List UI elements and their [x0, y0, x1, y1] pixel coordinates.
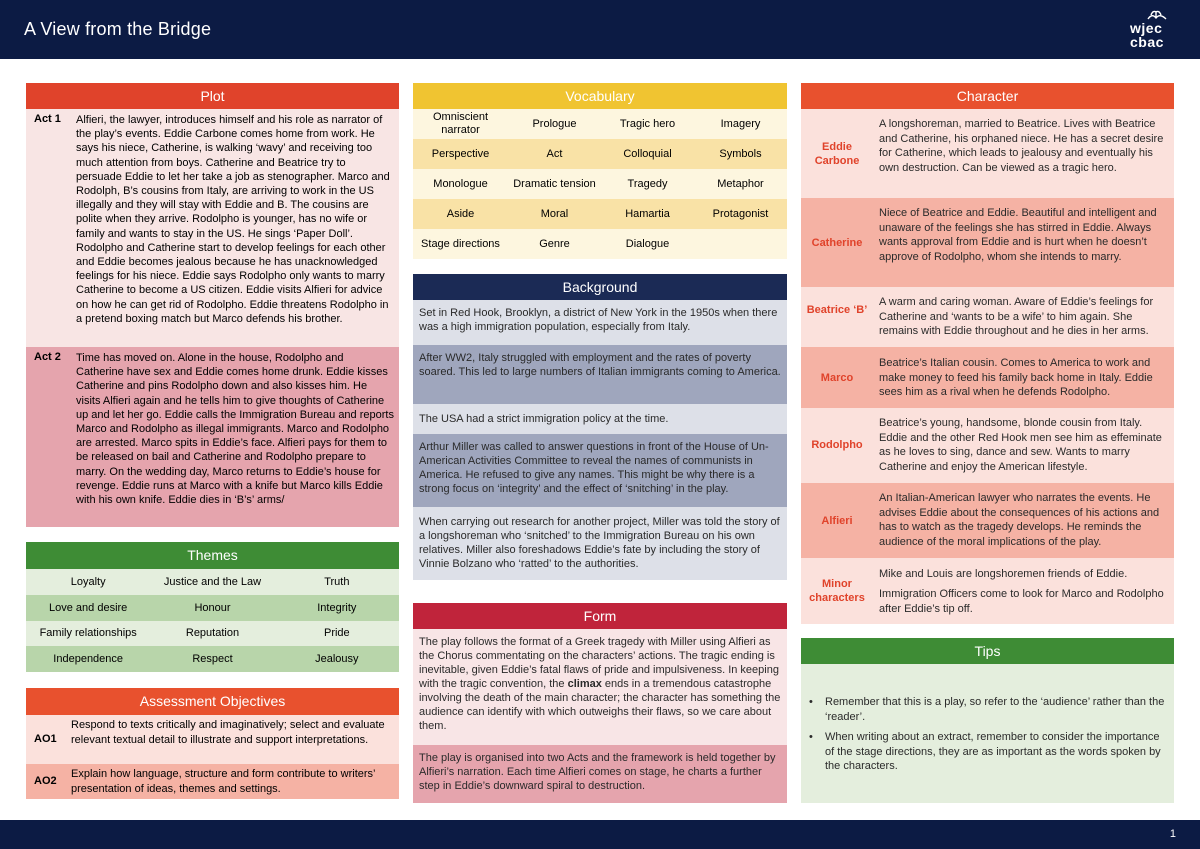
- vocab-item: [694, 229, 787, 259]
- tips-heading: Tips: [801, 638, 1174, 664]
- vocab-item: Metaphor: [694, 169, 787, 199]
- vocab-item: Omniscient narrator: [413, 109, 508, 139]
- tips-box: [801, 664, 1174, 803]
- character-name: Eddie Carbone: [814, 141, 860, 167]
- vocabulary-grid: [413, 109, 787, 259]
- character-name: Catherine: [811, 237, 863, 249]
- background-paragraph: When carrying out research for another project, Miller was told the story of a longshoreman who ‘snitched’ to the Immigration Bureau on his own relatives. Miller also foreshadows Eddie’s fate by including the story of Vinnie Bolzano who ‘ratted’ to the authorities.: [413, 507, 787, 580]
- background-paragraph: Set in Red Hook, Brooklyn, a district of New York in the 1950s when there was a high immigration population, especially from Italy.: [413, 300, 787, 345]
- plot-heading: Plot: [26, 83, 399, 109]
- act-text: Time has moved on. Alone in the house, Rodolpho and Catherine have sex and Eddie comes home drunk. Eddie kisses Catherine and pins Rodolpho down and also kisses him. He visits Alfieri again and he tells him to give thoughts of Catherine up and let her go. Eddie calls the Immigration Bureau and reports Marco and Rodolpho as illegal immigrants. Marco and Rodolpho are arrested. Marco spits in Eddie’s face. Alfieri pays for them to be released on bail and Catherine and Rodolpho prepare to marry. On the wedding day, Marco returns to Eddie’s house for revenge. Eddie runs at Marco with a knife but Marco kills Eddie with his own knife. Eddie dies in ‘B’s’ arms/: [76, 352, 394, 507]
- form-text: ends in a tremendous catastrophe involving the death of the main character; the character has something the audience can identify with which outweighs their flaws, so we care about them.: [419, 678, 781, 732]
- vocab-item: Act: [508, 139, 601, 169]
- background-paragraph: Arthur Miller was called to answer questions in front of the House of Un-American Activities Committee to reveal the names of communists in America. He refused to give any names. This might be why there is a strong focus on ‘integrity’ and the effect of ‘snitching’ in the play.: [413, 434, 787, 507]
- act-text: Alfieri, the lawyer, introduces himself and his role as narrator of the play’s events. Eddie Carbone comes home from work. He says his niece, Catherine, is walking ‘wavy’ and receiving too much attention from boys. Catherine and Beatrice try to persuade Eddie to let her take a job as stenographer. Marco and Rodolph, B’s cousins from Italy, are arriving to work in the US illegally and they will stay with Eddie and B. The cousins are polite when they arrive. Rodolpho is younger, has no wife or family and wants to stay in the US. He sings ‘Paper Doll’. Rodolpho and Catherine start to develop feelings for each other and Eddie becomes jealous because he has unacknowledged feelings for his niece. Eddie says Rodolpho only wants to marry Catherine to become a US citizen. Eddie visits Alfieri for advice on how he can get rid of Rodolpho. Eddie threatens Rodolpho in a pretend boxing match but Marco defends his brother.: [76, 114, 390, 325]
- character-row: [801, 198, 1174, 287]
- form-bold-term: climax: [567, 678, 602, 690]
- character-name: Alfieri: [821, 515, 853, 527]
- character-row: [801, 558, 1174, 624]
- plot-act-2: [26, 347, 399, 527]
- vocab-item: Stage directions: [413, 229, 508, 259]
- character-text: An Italian-American lawyer who narrates the events. He advises Eddie about the consequences of his actions and has to watch as the tragedy develops. He reminds the audience of the moral implications of the play.: [879, 492, 1160, 548]
- form-text: The play follows the format of a Greek tragedy with Miller using Alfieri as the Chorus commentating on the characters’ actions. The tragic ending is inevitable, given Eddie’s fatal flaws of pride and impulsiveness. In keeping with the tragic convention, the: [419, 636, 779, 690]
- logo-text-wjec: wjec: [1130, 20, 1163, 36]
- ao-row-1: [26, 715, 399, 764]
- theme-item: Reputation: [150, 621, 274, 647]
- bullet: •: [809, 731, 813, 743]
- ao-row-2: [26, 764, 399, 799]
- theme-item: Independence: [26, 646, 150, 672]
- tip-item: [809, 730, 1165, 774]
- vocab-item: Aside: [413, 199, 508, 229]
- ao-text: Respond to texts critically and imaginatively; select and evaluate relevant textual detail to illustrate and support interpretations.: [71, 719, 385, 746]
- background-paragraph: After WW2, Italy struggled with employment and the rates of poverty soared. This led to large numbers of Italian immigrants coming to America.: [413, 345, 787, 404]
- form-paragraph-1: [413, 629, 787, 745]
- vocab-item: Protagonist: [694, 199, 787, 229]
- character-name: Rodolpho: [811, 439, 863, 451]
- vocab-item: Hamartia: [601, 199, 694, 229]
- act-label: Act 2: [34, 351, 61, 363]
- vocab-item: Moral: [508, 199, 601, 229]
- theme-item: Family relationships: [26, 621, 150, 647]
- character-text: Mike and Louis are longshoremen friends of Eddie.: [879, 568, 1128, 580]
- tip-text: When writing about an extract, remember to consider the importance of the stage directions, they are as important as the words spoken by the characters.: [825, 731, 1161, 772]
- vocab-item: Prologue: [508, 109, 601, 139]
- theme-item: Integrity: [275, 595, 399, 621]
- ao-text: Explain how language, structure and form contribute to writers’ presentation of ideas, themes and settings.: [71, 768, 376, 795]
- theme-item: Loyalty: [26, 569, 150, 595]
- vocabulary-heading: Vocabulary: [413, 83, 787, 109]
- vocab-item: Imagery: [694, 109, 787, 139]
- vocab-item: Dialogue: [601, 229, 694, 259]
- plot-act-1: [26, 109, 399, 347]
- theme-item: Love and desire: [26, 595, 150, 621]
- vocab-item: Symbols: [694, 139, 787, 169]
- footer-bar: [0, 820, 1200, 849]
- character-name: Minor characters: [809, 578, 865, 604]
- background-paragraph: The USA had a strict immigration policy at the time.: [413, 404, 787, 434]
- theme-item: Respect: [150, 646, 274, 672]
- theme-item: Pride: [275, 621, 399, 647]
- character-text: Beatrice’s young, handsome, blonde cousin from Italy. Eddie and the other Red Hook men see him as effeminate as he loves to sing, dance and sew. Wants to marry Catherine and enjoy the American lifestyle.: [879, 417, 1162, 473]
- ao-label: AO2: [34, 775, 57, 787]
- theme-item: Honour: [150, 595, 274, 621]
- assessment-heading: Assessment Objectives: [26, 688, 399, 715]
- ao-label: AO1: [34, 733, 57, 745]
- vocab-item: Monologue: [413, 169, 508, 199]
- logo-text-cbac: cbac: [1130, 34, 1164, 50]
- character-row: [801, 109, 1174, 198]
- character-text: A warm and caring woman. Aware of Eddie’s feelings for Catherine and ‘wants to be a wife’ to him again. She remains with Eddie throughout and he dies in her arms.: [879, 296, 1154, 337]
- vocab-item: Perspective: [413, 139, 508, 169]
- tip-text: Remember that this is a play, so refer to the ‘audience’ rather than the ‘reader’.: [825, 696, 1165, 723]
- theme-item: Justice and the Law: [150, 569, 274, 595]
- themes-grid: [26, 569, 399, 672]
- theme-item: Jealousy: [275, 646, 399, 672]
- character-row: [801, 347, 1174, 408]
- form-heading: Form: [413, 603, 787, 629]
- themes-heading: Themes: [26, 542, 399, 569]
- character-heading: Character: [801, 83, 1174, 109]
- act-label: Act 1: [34, 113, 61, 125]
- character-text: Immigration Officers come to look for Marco and Rodolpho after Eddie’s tip off.: [879, 588, 1164, 615]
- character-row: [801, 408, 1174, 483]
- bullet: •: [809, 696, 813, 708]
- vocab-item: Tragedy: [601, 169, 694, 199]
- character-row: [801, 483, 1174, 558]
- character-name: Beatrice ‘B’: [806, 304, 868, 316]
- background-heading: Background: [413, 274, 787, 300]
- vocab-item: Tragic hero: [601, 109, 694, 139]
- vocab-item: Dramatic tension: [508, 169, 601, 199]
- character-row: [801, 287, 1174, 347]
- page-title: A View from the Bridge: [24, 19, 212, 39]
- character-text: Niece of Beatrice and Eddie. Beautiful and intelligent and unaware of the feelings she has stirred in Eddie. Always wants approval from Eddie and is hurt when he doesn’t approve of Rodolpho, whom she intends to marry.: [879, 207, 1157, 263]
- header-bar: [0, 0, 1200, 59]
- character-text: Beatrice’s Italian cousin. Comes to America to work and make money to feed his family back home in Italy. Eddie sees him as a rival when he defends Rodolpho.: [879, 357, 1153, 398]
- character-name: Marco: [820, 372, 854, 384]
- theme-item: Truth: [275, 569, 399, 595]
- vocab-item: Colloquial: [601, 139, 694, 169]
- tip-item: [809, 695, 1165, 724]
- character-text: A longshoreman, married to Beatrice. Lives with Beatrice and Catherine, his orphaned niece. He has a secret desire for Catherine, which leads to jealousy and eventually his own destruction. Can be viewed as a tragic hero.: [879, 118, 1164, 174]
- vocab-item: Genre: [508, 229, 601, 259]
- page-number: 1: [1169, 828, 1176, 840]
- form-paragraph-2: The play is organised into two Acts and the framework is held together by Alfieri’s narration. Each time Alfieri comes on stage, he charts a further step in Eddie’s downward spiral to destruction.: [413, 745, 787, 803]
- wjec-logo: [1124, 9, 1172, 49]
